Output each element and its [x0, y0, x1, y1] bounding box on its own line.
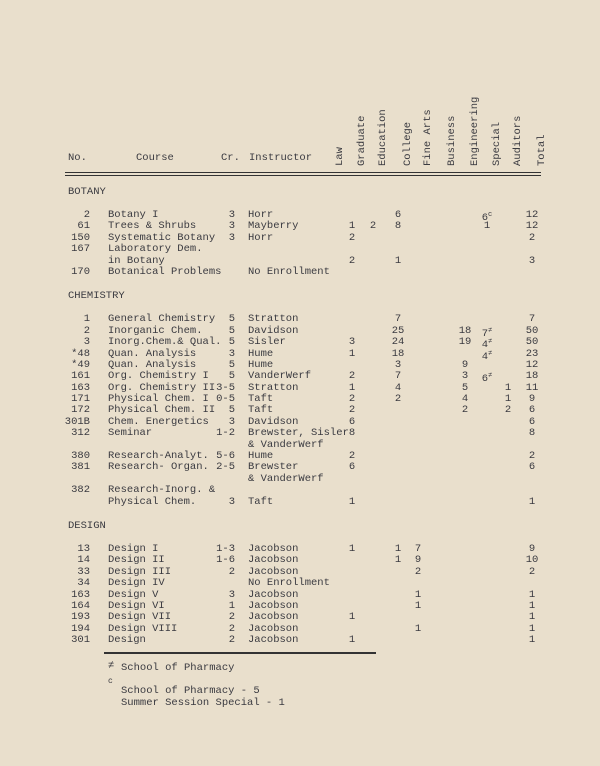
course-number: 3 [83, 336, 90, 349]
table-row [0, 405, 600, 416]
count-value: 2 [504, 404, 512, 417]
count-value: 1 [528, 588, 536, 601]
course-name: Design [108, 634, 146, 647]
count-value: 4 [394, 381, 402, 394]
count-college [395, 394, 401, 405]
count-value: 1 [394, 554, 402, 567]
course-name: Design V [108, 588, 159, 601]
instructor: Hume [248, 450, 274, 463]
count-value: 8 [348, 427, 356, 440]
course-name: Design VII [108, 611, 172, 624]
table-row [0, 544, 600, 555]
credits: 5 [228, 313, 235, 326]
count-value: 1 [414, 622, 422, 635]
count-engineering [459, 337, 472, 348]
count-value: 3 [348, 336, 356, 349]
footnote-pharmacy: School of Pharmacy [121, 662, 235, 674]
count-total [529, 567, 535, 578]
count-graduate [349, 256, 355, 267]
course-name: Inorg.Chem.& Qual. [108, 336, 222, 349]
course-name: Design VI [108, 599, 165, 612]
course-name: Design VIII [108, 622, 178, 635]
count-graduate [349, 428, 355, 439]
table-row [0, 497, 600, 508]
header-course: Course [136, 152, 174, 164]
count-value: 12 [525, 209, 539, 221]
course-number: 161 [71, 370, 90, 383]
footnote-c-line1: School of Pharmacy - 5 [121, 685, 260, 697]
instructor: Sisler [248, 336, 286, 349]
instructor: Davidson [248, 324, 299, 337]
credits: 3 [228, 415, 235, 428]
course-name: Physical Chem. II [108, 404, 216, 417]
course-name: General Chemistry [108, 313, 216, 326]
count-value: 12 [525, 220, 539, 233]
count-value: 18 [391, 347, 405, 360]
count-value: 3 [461, 370, 469, 383]
instructor: Jacobson [248, 565, 299, 578]
count-value: 2 [348, 231, 356, 244]
instructor: Taft [248, 495, 274, 508]
course-name: Design I [108, 542, 159, 555]
course-name: Quan. Analysis [108, 358, 197, 371]
course-number: 382 [71, 484, 90, 497]
credits: 2 [228, 565, 235, 578]
count-total [529, 635, 535, 646]
course-number: 301B [64, 415, 90, 428]
count-value: 9 [414, 554, 422, 567]
course-number: 301 [71, 634, 90, 647]
count-value: 1 [414, 599, 422, 612]
instructor: Jacobson [248, 611, 299, 624]
count-total [529, 428, 535, 439]
instructor: Hume [248, 347, 274, 360]
course-number: 61 [77, 220, 90, 233]
count-value: 25 [391, 324, 405, 337]
count-value: 9 [528, 393, 536, 406]
credits: 2 [228, 634, 235, 647]
column-header-total: Total [536, 134, 548, 166]
header-cr: Cr. [221, 152, 240, 164]
course-number: 172 [71, 404, 90, 417]
section-heading-chemistry: CHEMISTRY [68, 290, 125, 303]
course-name: Design II [108, 554, 165, 567]
count-value: 9 [461, 358, 469, 371]
credits: 3-5 [216, 381, 235, 394]
count-value: 4 [461, 393, 469, 406]
instructor: Davidson [248, 415, 299, 428]
count-college [395, 221, 401, 232]
count-value: 3 [394, 358, 402, 371]
table-row [0, 324, 600, 340]
column-header-college: College [402, 121, 414, 166]
count-value: 7 [414, 542, 422, 555]
count-value: 19 [458, 336, 472, 349]
course-number: 163 [71, 381, 90, 394]
course-number: 34 [77, 577, 90, 590]
count-engineering [462, 405, 468, 416]
footnote-mark: c [488, 211, 493, 219]
count-value: 18 [458, 324, 472, 337]
course-number: 33 [77, 565, 90, 578]
count-value: 2 [348, 404, 356, 417]
course-number: 194 [71, 622, 90, 635]
credits: 5 [228, 370, 235, 383]
table-row [0, 244, 600, 255]
course-name: Design IV [108, 577, 165, 590]
column-header-law: Law [334, 147, 346, 166]
count-value: 1 [528, 611, 536, 624]
count-graduate [349, 349, 355, 360]
course-number: 171 [71, 393, 90, 406]
count-value: 9 [528, 542, 536, 555]
credits: 3 [228, 231, 235, 244]
course-name: Laboratory Dem. [108, 243, 203, 256]
count-value: 6 [528, 461, 536, 474]
count-value: 1 [348, 542, 356, 555]
count-value: 50 [525, 324, 539, 337]
course-number: 170 [71, 265, 90, 278]
count-value: 2 [461, 404, 469, 417]
course-number: 13 [77, 542, 90, 555]
count-value: 6 [394, 209, 402, 221]
course-number: 2 [83, 209, 90, 221]
course-name: Systematic Botany [108, 231, 216, 244]
course-name: Botany I [108, 209, 159, 221]
table-row [0, 601, 600, 612]
credits: 1-2 [216, 427, 235, 440]
table-row [0, 347, 600, 363]
instructor: Brewster, Sisler [248, 427, 349, 440]
credits: 3 [228, 220, 235, 233]
credits: 3 [228, 588, 235, 601]
course-number: 164 [71, 599, 90, 612]
column-header-education: Education [377, 109, 389, 166]
count-value: 1 [528, 634, 536, 647]
table-row [0, 485, 600, 496]
instructor: Jacobson [248, 634, 299, 647]
instructor: Jacobson [248, 622, 299, 635]
count-value: 1 [348, 634, 356, 647]
credits: 3 [228, 209, 235, 221]
footnote-rule [104, 652, 376, 654]
enrollment-table [0, 186, 600, 647]
table-row [0, 624, 600, 635]
course-number: 163 [71, 588, 90, 601]
instructor: Jacobson [248, 542, 299, 555]
section-heading-botany: BOTANY [68, 186, 106, 198]
count-total [529, 256, 535, 267]
count-value: 2 [369, 220, 377, 233]
count-graduate [349, 612, 355, 623]
count-value: 6 [481, 373, 489, 386]
course-name: Trees & Shrubs [108, 220, 197, 233]
count-value: 7 [394, 370, 402, 383]
count-value: 1 [394, 254, 402, 267]
instructor: No Enrollment [248, 265, 330, 278]
instructor: Stratton [248, 381, 299, 394]
count-value: 2 [348, 254, 356, 267]
count-value: 2 [528, 450, 536, 463]
count-value: 4 [481, 339, 489, 352]
table-row [0, 612, 600, 623]
count-value: 3 [528, 254, 536, 267]
count-value: 7 [528, 313, 536, 326]
count-value: 2 [348, 370, 356, 383]
count-value: 2 [528, 231, 536, 244]
count-value: 50 [525, 336, 539, 349]
count-value: 6 [528, 415, 536, 428]
course-name: Physical Chem. [108, 495, 197, 508]
instructor: Mayberry [248, 220, 299, 233]
course-name: Physical Chem. I [108, 393, 209, 406]
footnote-mark-c: c [108, 677, 113, 686]
course-number: *49 [71, 358, 90, 371]
header-rule-top [65, 172, 541, 173]
table-row [0, 440, 600, 451]
count-college [395, 256, 401, 267]
count-value: 1 [348, 347, 356, 360]
course-name: Org. Chemistry I [108, 370, 209, 383]
column-header-engineering: Engineering [469, 96, 481, 166]
table-row [0, 578, 600, 589]
count-value: 1 [348, 495, 356, 508]
credits: 5 [228, 404, 235, 417]
header-instructor: Instructor [249, 152, 313, 164]
count-value: 1 [348, 381, 356, 394]
section-heading-design: DESIGN [68, 519, 106, 532]
table-row [0, 267, 600, 278]
count-special [484, 221, 490, 232]
column-header-auditors: Auditors [512, 115, 524, 166]
count-value: 6 [481, 212, 489, 224]
credits: 5 [228, 336, 235, 349]
table-row [0, 209, 600, 224]
count-value: 2 [414, 565, 422, 578]
credits: 5-6 [216, 450, 235, 463]
credits: 5 [228, 358, 235, 371]
count-total [529, 462, 535, 473]
course-number: 150 [71, 231, 90, 244]
count-value: 1 [528, 622, 536, 635]
instructor: Jacobson [248, 554, 299, 567]
count-value: 1 [348, 220, 356, 233]
table-row [0, 221, 600, 232]
credits: 1 [228, 599, 235, 612]
table-row [0, 336, 600, 352]
column-header-special: Special [491, 121, 503, 166]
count-value: 18 [525, 370, 539, 383]
count-value: 8 [394, 220, 402, 233]
credits: 5 [228, 324, 235, 337]
credits: 0-5 [216, 393, 235, 406]
footnote-mark-pharmacy: ≠ [108, 660, 115, 672]
footnote-c-line2: Summer Session Special - 1 [121, 697, 285, 709]
instructor: Horr [248, 209, 274, 221]
count-value: 12 [525, 358, 539, 371]
credits: 3 [228, 347, 235, 360]
table-row [0, 233, 600, 244]
course-name: Research-Inorg. & [108, 484, 216, 497]
count-value: 7 [481, 327, 489, 340]
credits: 1-3 [216, 542, 235, 555]
course-number: 1 [83, 313, 90, 326]
table-row [0, 555, 600, 566]
course-number: 193 [71, 611, 90, 624]
count-graduate [349, 462, 355, 473]
count-value: 2 [348, 393, 356, 406]
course-number: 312 [71, 427, 90, 440]
footnote-mark: ≠ [488, 372, 493, 381]
course-name: Chem. Energetics [108, 415, 209, 428]
count-education [370, 221, 376, 232]
count-value: 5 [461, 381, 469, 394]
table-row [0, 428, 600, 439]
count-value: 6 [348, 461, 356, 474]
footnote-mark: ≠ [488, 349, 493, 358]
credits: 2-5 [216, 461, 235, 474]
count-value: 1 [414, 588, 422, 601]
instructor: Stratton [248, 313, 299, 326]
course-number: 380 [71, 450, 90, 463]
instructor: No Enrollment [248, 577, 330, 590]
course-name: Botanical Problems [108, 265, 222, 278]
count-value: 1 [394, 542, 402, 555]
instructor: Jacobson [248, 599, 299, 612]
count-value: 1 [504, 393, 512, 406]
instructor: Taft [248, 393, 274, 406]
course-name: Design III [108, 565, 172, 578]
count-auditors [505, 405, 511, 416]
footnote-mark: ≠ [488, 326, 493, 335]
credits: 1-6 [216, 554, 235, 567]
course-name: Quan. Analysis [108, 347, 197, 360]
course-number: 381 [71, 461, 90, 474]
count-graduate [349, 497, 355, 508]
count-fine-arts [415, 624, 421, 635]
count-value: 2 [394, 393, 402, 406]
count-value: 1 [528, 495, 536, 508]
header-rule-bottom [65, 175, 541, 176]
count-value: 24 [391, 336, 405, 349]
count-value: 2 [348, 450, 356, 463]
count-value: 10 [525, 554, 539, 567]
count-value: 7 [394, 313, 402, 326]
instructor: & VanderWerf [248, 438, 324, 451]
count-value: 8 [528, 427, 536, 440]
table-row [0, 314, 600, 325]
credits: 2 [228, 622, 235, 635]
column-header-fine-arts: Fine Arts [422, 109, 434, 166]
course-name: Seminar [108, 427, 153, 440]
table-row [0, 635, 600, 646]
course-name: Inorganic Chem. [108, 324, 203, 337]
table-row [0, 474, 600, 485]
count-total [529, 497, 535, 508]
course-name: in Botany [108, 254, 165, 267]
course-name: Org. Chemistry II [108, 381, 216, 394]
count-value: 11 [525, 381, 539, 394]
count-fine-arts [415, 567, 421, 578]
instructor: Hume [248, 358, 274, 371]
count-fine-arts [415, 601, 421, 612]
course-name: Research-Analyt. [108, 450, 209, 463]
column-header-business: Business [446, 115, 458, 166]
footnote-mark: ≠ [488, 338, 493, 347]
count-value: 6 [528, 404, 536, 417]
count-value: 23 [525, 347, 539, 360]
count-value: 2 [528, 565, 536, 578]
count-value: 1 [483, 220, 491, 233]
course-name: Research- Organ. [108, 461, 209, 474]
instructor: Horr [248, 231, 274, 244]
count-value: 1 [504, 381, 512, 394]
instructor: Jacobson [248, 588, 299, 601]
column-header-graduate: Graduate [356, 115, 368, 166]
header-no: No. [68, 152, 87, 164]
course-number: 167 [71, 243, 90, 256]
instructor: Taft [248, 404, 274, 417]
table-row [0, 451, 600, 462]
instructor: & VanderWerf [248, 472, 324, 485]
count-value: 4 [481, 350, 489, 363]
count-value: 6 [348, 415, 356, 428]
course-number: *48 [71, 347, 90, 360]
count-graduate [349, 233, 355, 244]
count-total [529, 233, 535, 244]
credits: 3 [228, 495, 235, 508]
instructor: VanderWerf [248, 370, 312, 383]
table-row [0, 590, 600, 601]
count-value: 1 [348, 611, 356, 624]
instructor: Brewster [248, 461, 299, 474]
count-graduate [349, 544, 355, 555]
course-number: 2 [83, 324, 90, 337]
count-value: 1 [528, 599, 536, 612]
count-graduate [349, 635, 355, 646]
course-number: 14 [77, 554, 90, 567]
credits: 2 [228, 611, 235, 624]
count-college [395, 555, 401, 566]
